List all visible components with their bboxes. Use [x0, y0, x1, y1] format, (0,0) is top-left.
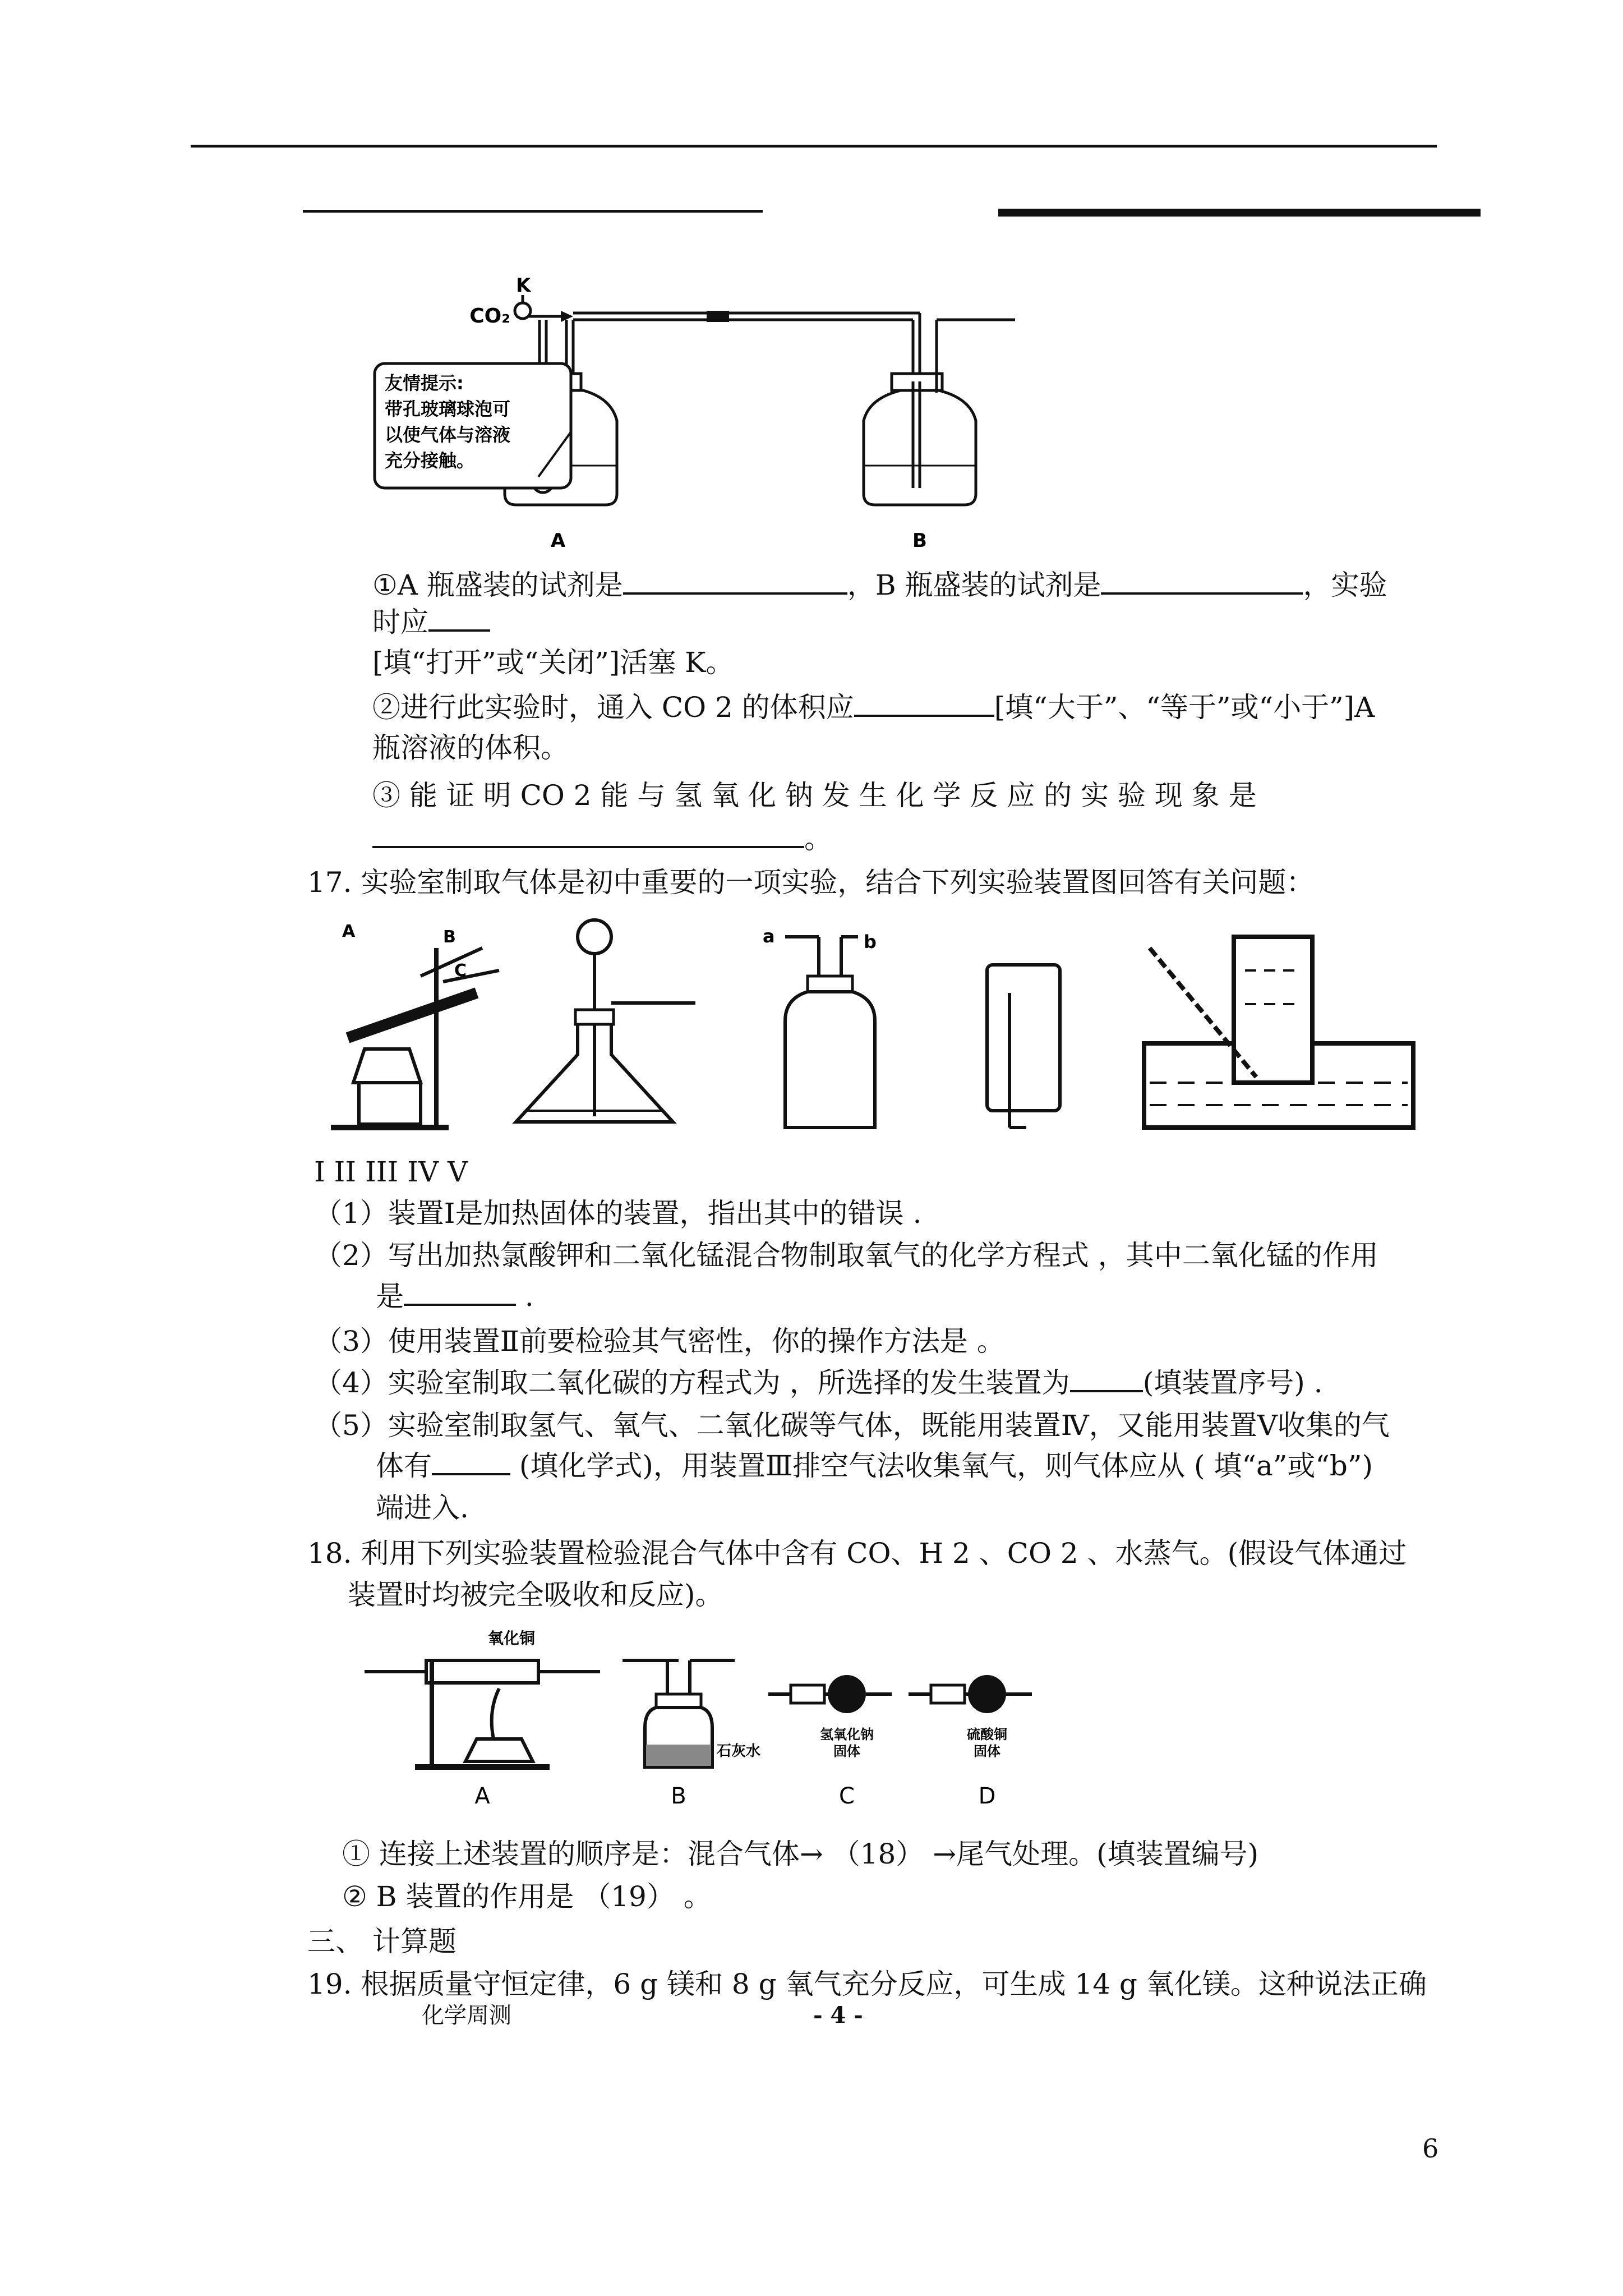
- q19-stem: 19. 根据质量守恒定律，6 g 镁和 8 g 氧气充分反应，可生成 14 g 氧化镁。这种说法正确: [307, 1968, 1427, 2000]
- q16-line2-text: 时应: [372, 606, 428, 638]
- bottle-b-label: B: [912, 530, 927, 552]
- q17-p5b-b: (填化学式)，用装置Ⅲ排空气法收集氧气，则气体应从 ( 填“a”或“b”): [510, 1450, 1373, 1482]
- q16-line4-b: [填“大于”、“等于”或“小于”]A: [994, 691, 1375, 724]
- hint-title: 友情提示:: [385, 372, 464, 394]
- answer-blank-volume[interactable]: [854, 690, 994, 717]
- q16-line1-b: ，B 瓶盛装的试剂是: [847, 569, 1101, 601]
- q17-p5c: 端进入.: [376, 1492, 469, 1524]
- q17-p4: [314, 1364, 1323, 1401]
- q17-p2a: （2）写出加热氯酸钾和二氧化锰混合物制取氧气的化学方程式 ，其中二氧化锰的作用: [314, 1239, 1378, 1272]
- q17-p1: （1）装置Ⅰ是加热固体的装置，指出其中的错误 .: [314, 1197, 922, 1230]
- q16-line3: [填“打开”或“关闭”]活塞 K。: [372, 646, 734, 679]
- q16-line6: ③ 能 证 明 CO 2 能 与 氢 氧 化 钠 发 生 化 学 反 应 的 实 验 现 象 是: [372, 779, 1257, 812]
- answer-blank-valve[interactable]: [428, 605, 490, 632]
- q18-q2: ② B 装置的作用是 （19） 。: [342, 1880, 712, 1913]
- hint-line-2: 以使气体与溶液: [385, 424, 511, 445]
- label-a: A: [474, 1783, 490, 1809]
- q16-line4: [372, 689, 1375, 726]
- answer-blank-a-reagent[interactable]: [623, 568, 847, 595]
- naoh-label-2: 固体: [833, 1743, 860, 1759]
- answer-blank-phenomenon[interactable]: [372, 821, 804, 848]
- answer-blank-b-reagent[interactable]: [1101, 568, 1303, 595]
- fig-label-b: B: [443, 927, 456, 947]
- limewater-label: 石灰水: [717, 1743, 761, 1760]
- naoh-label-1: 氢氧化钠: [820, 1727, 874, 1742]
- q16-line1: [372, 567, 1387, 604]
- section-3-title: 三、 计算题: [307, 1925, 457, 1958]
- answer-blank-mno2-role[interactable]: [404, 1279, 516, 1306]
- cuso4-label-1: 硫酸铜: [967, 1727, 1007, 1742]
- roman-labels: I II III IV V: [314, 1156, 468, 1188]
- q18-q1: ① 连接上述装置的顺序是：混合气体→ （18） →尾气处理。(填装置编号): [342, 1838, 1259, 1870]
- cuso4-label-2: 固体: [974, 1743, 1000, 1759]
- q16-line2: [372, 604, 490, 641]
- q18-stem1: 18. 利用下列实验装置检验混合气体中含有 CO、H 2 、CO 2 、水蒸气。(假设气体通过: [307, 1537, 1407, 1570]
- q16-line4-a: ②进行此实验时，通入 CO 2 的体积应: [372, 691, 854, 724]
- rule-left: [303, 210, 763, 213]
- label-c: C: [839, 1783, 855, 1809]
- k-label: K: [516, 274, 531, 297]
- page-number: 6: [1422, 2133, 1439, 2164]
- q17-p4a: （4）实验室制取二氧化碳的方程式为 ，所选择的发生装置为: [314, 1366, 1070, 1399]
- label-d: D: [978, 1783, 996, 1809]
- fig-label-a: A: [342, 922, 356, 941]
- footer-subject: 化学周测: [422, 2003, 511, 2028]
- q16-line1-a: ①A 瓶盛装的试剂是: [372, 569, 623, 601]
- q16-line7: [372, 820, 832, 857]
- q17-p5b: [376, 1447, 1373, 1484]
- q16-line5: 瓶溶液的体积。: [372, 731, 569, 764]
- q16-line1-c: ，实验: [1303, 569, 1387, 601]
- q16-line7-end: 。: [804, 822, 832, 855]
- q17-p2b-a: 是: [376, 1280, 404, 1313]
- q18-apparatus-figure: [353, 1627, 1094, 1818]
- q18-stem2: 装置时均被完全吸收和反应)。: [348, 1579, 723, 1611]
- hint-line-3: 充分接触。: [385, 450, 475, 471]
- q17-p4b: (填装置序号) .: [1142, 1366, 1323, 1399]
- q17-p2b-b: .: [516, 1280, 534, 1313]
- q17-apparatus-figure: [314, 914, 1492, 1139]
- q17-p5b-a: 体有: [376, 1450, 432, 1482]
- port-b: b: [864, 931, 877, 953]
- co2-label: CO₂: [469, 305, 510, 328]
- bottle-a-label: A: [550, 530, 566, 552]
- answer-blank-device[interactable]: [1070, 1365, 1143, 1392]
- q17-p2b: [376, 1278, 534, 1315]
- q17-stem: 17. 实验室制取气体是初中重要的一项实验，结合下列实验装置图回答有关问题：: [307, 866, 1315, 899]
- fig-label-c: C: [454, 961, 467, 981]
- label-b: B: [671, 1783, 686, 1809]
- q17-p3: （3）使用装置Ⅱ前要检验其气密性，你的操作方法是 。: [314, 1325, 1005, 1358]
- hint-line-1: 带孔玻璃球泡可: [385, 398, 511, 420]
- footer-page-center: - 4 -: [813, 2002, 863, 2028]
- answer-blank-gas[interactable]: [432, 1448, 510, 1475]
- co2-apparatus-figure: [370, 264, 1223, 555]
- top-rule: [191, 145, 1437, 148]
- q17-p5a: （5）实验室制取氢气、氧气、二氧化碳等气体，既能用装置Ⅳ，又能用装置Ⅴ收集的气: [314, 1409, 1390, 1442]
- cuo-label: 氧化铜: [488, 1629, 536, 1648]
- port-a: a: [763, 926, 775, 947]
- rule-right: [998, 209, 1481, 217]
